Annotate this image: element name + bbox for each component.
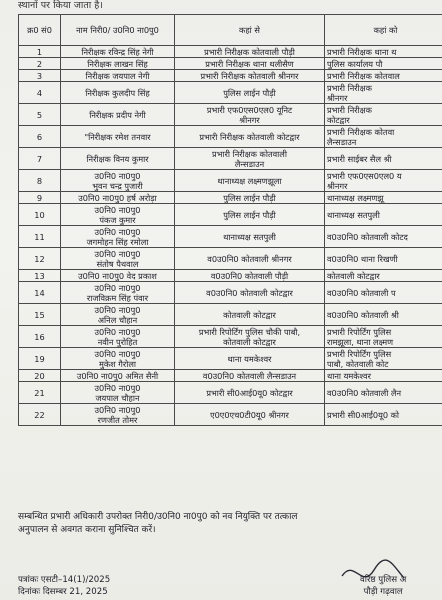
cell-posted-from [175,192,325,204]
cell-posted-from-line: व0उ0नि0 कोतवाली लैन्सडाउन [202,370,297,381]
cell-officer-name-line: मुकेश गैरोला [98,358,137,369]
cell-posted-to-line: थाना यमकेश्वर [327,370,371,381]
cell-officer-name [61,170,175,192]
cell-posted-from [175,226,325,248]
table-row [19,248,442,270]
cell-posted-to-line: पाबौ, कोतवाली कोट [327,358,389,369]
cell-posted-from-line: व0उ0नि0 कोतवाली श्रीनगर [207,253,292,264]
cell-posted-from [175,46,325,58]
cell-posted-to-line: कोटद्वार [327,114,350,125]
table-row [19,46,442,58]
cell-posted-from [175,304,325,326]
header-name: नाम निरी0/ उ0नि0 ना0पु0 [61,15,175,46]
table-row [19,204,442,226]
cell-officer-name-line: निरीक्षक जयपाल नेगी [85,70,150,81]
cell-officer-name-line: निरीक्षक रविन्द्र सिंह नेगी [81,46,154,57]
cell-posted-from-line: प्रभारी निरीक्षक कोतवाली [212,148,287,159]
cell-serial-number: 12 [19,248,61,270]
cell-posted-to [325,46,442,58]
table-row [19,348,442,370]
cell-serial-number: 10 [19,204,61,226]
table-header-row [19,15,442,46]
cell-serial-number: 8 [19,170,61,192]
instruction-line-2: अनुपालन से अवगत कराना सुनिश्चित करें। [18,525,156,535]
cell-posted-from [175,126,325,148]
cell-posted-from [175,382,325,404]
cell-posted-to [325,192,442,204]
cell-officer-name [61,204,175,226]
cell-officer-name-line: उ0नि0 ना0पु0 [94,326,141,337]
cell-posted-to [325,326,442,348]
cell-posted-to-line: व0उ0नि0 कोतवाली प [327,287,396,298]
reference-block [18,574,110,598]
cell-officer-name-line: जयपाल चौहान [95,392,140,403]
cell-posted-to [325,404,442,426]
table-row [19,170,442,192]
header-to: कहां को [325,15,442,46]
cell-officer-name [61,370,175,382]
cell-posted-to-line: व0उ0नि0 कोतवाली कोटद [327,231,408,242]
cell-posted-to-line: थानाध्यक्ष सतपुली [327,209,380,220]
cell-serial-number: 16 [19,326,61,348]
signatory-designation: वरिष्ठ पुलिस अ [360,575,407,585]
cell-officer-name [61,58,175,70]
cell-posted-to-line: पुलिस कार्यालय पौ [327,58,383,69]
cell-posted-from-line: प्रभारी निरीक्षक थाना थलीसैण [205,58,294,69]
cell-officer-name-line: उ0नि0 ना0पु0 [94,404,141,415]
cell-posted-to-line: व0उ0नि0 कोतवाली श्री [327,309,399,320]
cell-serial-number: 11 [19,226,61,248]
cell-serial-number: 9 [19,192,61,204]
cell-posted-from-line: पुलिस लाईन पौड़ी [223,209,276,220]
cell-officer-name-line: उ0नि0 ना0पु0 वेद प्रकाश [78,270,157,281]
cell-posted-from [175,270,325,282]
table-row [19,192,442,204]
table-row [19,148,442,170]
cell-posted-from [175,204,325,226]
cell-posted-to-line: श्रीनगर [327,92,348,103]
table-body [19,46,442,426]
cell-serial-number: 19 [19,348,61,370]
cell-officer-name [61,248,175,270]
cell-posted-to-line: प्रभारी साईबर सैल श्री [327,153,392,164]
cell-officer-name-line: निरीक्षक कुलदीप सिंह [85,87,150,98]
table-row [19,104,442,126]
table-row [19,404,442,426]
cell-officer-name-line: रणजीत तोमर [97,414,138,425]
table-row [19,70,442,82]
header-from: कहां से [175,15,325,46]
cell-posted-to-line: थानाध्यक्ष लक्ष्मणझू [327,192,384,203]
cell-posted-to [325,382,442,404]
signatory-district: पौड़ी गढ़वाल [363,587,403,597]
cell-officer-name [61,282,175,304]
cell-posted-to-line: लैन्सडाउन [327,136,357,147]
cell-posted-to-line: कोतवाली कोटद्वार [327,270,380,281]
cell-serial-number: 21 [19,382,61,404]
instruction-paragraph [18,511,438,537]
transfer-table [18,14,442,426]
cell-officer-name [61,126,175,148]
cell-posted-to-line: प्रभारी सी0आई0यू0 को [327,409,400,420]
cell-posted-from-line: व0उ0नि0 कोतवाली पौड़ी [210,270,289,281]
cell-posted-from-line: प्रभारी निरीक्षक कोतवाली कोटद्वार [199,131,300,142]
cell-posted-from [175,282,325,304]
table-row [19,82,442,104]
cell-officer-name-line: भुवन चन्द्र पुजारी [92,180,143,191]
cell-posted-to [325,82,442,104]
cell-posted-to [325,104,442,126]
instruction-line-1: सम्बन्धित प्रभारी अधिकारी उपरोक्त निरी0/उ0नि0 ना0पु0 को नव नियुक्ति पर तत्काल [18,512,298,522]
table-row [19,282,442,304]
cell-posted-to-line: प्रभारी निरीक्षक थाना थ [327,46,397,57]
cell-serial-number: 6 [19,126,61,148]
cell-officer-name [61,70,175,82]
cell-officer-name [61,82,175,104]
cell-posted-to [325,204,442,226]
cell-posted-from [175,404,325,426]
cell-posted-from [175,170,325,192]
cell-officer-name-line: उ0नि0 ना0पु0 [94,204,141,215]
cell-posted-to [325,304,442,326]
cell-officer-name-line: उ0नि0 ना0पु0 [94,348,141,359]
cell-posted-to-line: प्रभारी निरीक्षक कोतवाल [327,70,400,81]
cell-officer-name-line: पंकज कुमार [99,214,136,225]
cell-officer-name-line: राजविक्रम सिंह पंवार [86,292,149,303]
cell-officer-name-line: नवीन पुरोहित [97,336,138,347]
cell-officer-name [61,326,175,348]
cell-posted-to-line: प्रभारी निरीक्षक [327,82,372,93]
cell-officer-name-line: उ0नि0 ना0पु0 [94,226,141,237]
cell-officer-name-line: उ0नि0 ना0पु0 [94,382,141,393]
cell-posted-to [325,370,442,382]
cell-officer-name-line: निरीक्षक लाखन सिंह [87,58,148,69]
cell-posted-from [175,70,325,82]
table-row [19,58,442,70]
cell-posted-to-line: प्रभारी रिपोर्टिंग पुलिस [327,348,392,359]
cell-posted-from-line: थानाध्यक्ष सतपुली [223,231,276,242]
cell-officer-name-line: निरीक्षक विनय कुमार [86,153,149,164]
cell-posted-to-line: व0उ0नि0 कोतवाली लैन [327,387,402,398]
cell-posted-to-line: व0उ0नि0 थाना रिखणी [327,253,398,264]
cell-posted-to [325,248,442,270]
table-row [19,370,442,382]
table-row [19,126,442,148]
cell-posted-from-line: व0उ0नि0 कोतवाली कोटद्वार [206,287,293,298]
cell-officer-name-line: संतोष पैथवाल [96,258,139,269]
cell-officer-name [61,304,175,326]
intro-line: स्थानों पर किया जाता है। [18,0,103,11]
cell-posted-from [175,82,325,104]
cell-posted-from [175,370,325,382]
cell-posted-from-line: श्रीनगर [239,114,260,125]
cell-posted-from-line: प्रभारी रिपोर्टिंग पुलिस चौकी पाबौ, [198,326,301,337]
cell-posted-to [325,226,442,248]
cell-serial-number: 15 [19,304,61,326]
cell-serial-number: 14 [19,282,61,304]
cell-officer-name-line: "निरीक्षक रमेश तनवार [84,131,151,142]
cell-officer-name-line: उ0नि0 ना0पु0 [94,282,141,293]
cell-posted-from-line: प्रभारी सी0आई0यू0 कोटद्वार [206,387,293,398]
cell-officer-name [61,148,175,170]
cell-posted-to [325,170,442,192]
cell-posted-from [175,148,325,170]
cell-posted-from-line: कोतवाली कोटद्वार [223,336,276,347]
letter-date: दिनांकः दिसम्बर 21, 2025 [18,587,108,597]
cell-posted-to-line: प्रभारी एफ0एस0एल0 य [327,170,402,181]
cell-officer-name-line: जगमोहन सिंह रमोला [86,236,149,247]
cell-officer-name-line: उ0नि0 ना0पु0 अमित सैनी [76,370,159,381]
table-row [19,304,442,326]
cell-officer-name [61,270,175,282]
cell-posted-from-line: लैन्सडाउन [234,158,265,169]
cell-posted-to [325,126,442,148]
cell-officer-name-line: निरीक्षक प्रदीप नेगी [89,109,146,120]
cell-posted-to [325,70,442,82]
cell-posted-from [175,58,325,70]
cell-serial-number: 3 [19,70,61,82]
cell-officer-name [61,104,175,126]
cell-officer-name-line: उ0नि0 ना0पु0 [94,248,141,259]
cell-serial-number: 22 [19,404,61,426]
table-row [19,226,442,248]
cell-posted-from-line: थाना यमकेश्वर [227,353,272,364]
cell-serial-number: 7 [19,148,61,170]
table-row [19,270,442,282]
cell-officer-name [61,348,175,370]
cell-posted-from-line: कोतवाली कोटद्वार [223,309,276,320]
cell-serial-number: 4 [19,82,61,104]
cell-posted-to-line: प्रभारी निरीक्षक कोतवा [327,126,395,137]
cell-posted-to [325,348,442,370]
cell-posted-to-line: प्रभारी रिपोर्टिंग पुलिस [327,326,392,337]
cell-posted-to-line: श्रीनगर [327,180,348,191]
table-row [19,326,442,348]
cell-serial-number: 1 [19,46,61,58]
signature-block [360,574,406,598]
cell-officer-name [61,46,175,58]
cell-posted-to [325,282,442,304]
cell-officer-name [61,382,175,404]
letter-number: पत्रांकः एसटी–14(1)/2025 [18,575,111,585]
cell-serial-number: 2 [19,58,61,70]
cell-officer-name-line: उ0नि0 ना0पु0 हर्ष अरोड़ा [78,192,157,203]
cell-posted-from-line: थानाध्यक्ष लक्ष्मणझूला [217,175,282,186]
cell-posted-from-line: प्रभारी निरीक्षक कोतवाली श्रीनगर [200,70,299,81]
table-row [19,382,442,404]
header-serial: क्र0 सं0 [19,15,61,46]
cell-posted-to-line: प्रभारी निरीक्षक [327,104,372,115]
cell-officer-name-line: उ0नि0 ना0पु0 [94,304,141,315]
cell-posted-from-line: प्रभारी एफ0एस0एल0 यूनिट [206,104,293,115]
cell-posted-from-line: पुलिस लाईन पौड़ी [223,192,276,203]
cell-officer-name-line: उ0नि0 ना0पु0 [94,170,141,181]
cell-posted-from [175,326,325,348]
cell-posted-to [325,270,442,282]
cell-posted-from-line: ए0ए0एच0टी0यू0 श्रीनगर [210,409,289,420]
cell-posted-from [175,248,325,270]
cell-posted-from [175,104,325,126]
cell-officer-name [61,226,175,248]
cell-posted-from-line: पुलिस लाईन पौड़ी [223,87,276,98]
cell-posted-from-line: प्रभारी निरीक्षक कोतवाली पौड़ी [204,46,295,57]
cell-officer-name [61,404,175,426]
cell-posted-to-line: रामझूला, थाना लक्ष्मण [327,336,394,347]
cell-serial-number: 5 [19,104,61,126]
cell-officer-name [61,192,175,204]
cell-posted-to [325,148,442,170]
cell-posted-to [325,58,442,70]
cell-serial-number: 13 [19,270,61,282]
cell-serial-number: 20 [19,370,61,382]
cell-posted-from [175,348,325,370]
cell-officer-name-line: अनिल चौहान [97,314,138,325]
